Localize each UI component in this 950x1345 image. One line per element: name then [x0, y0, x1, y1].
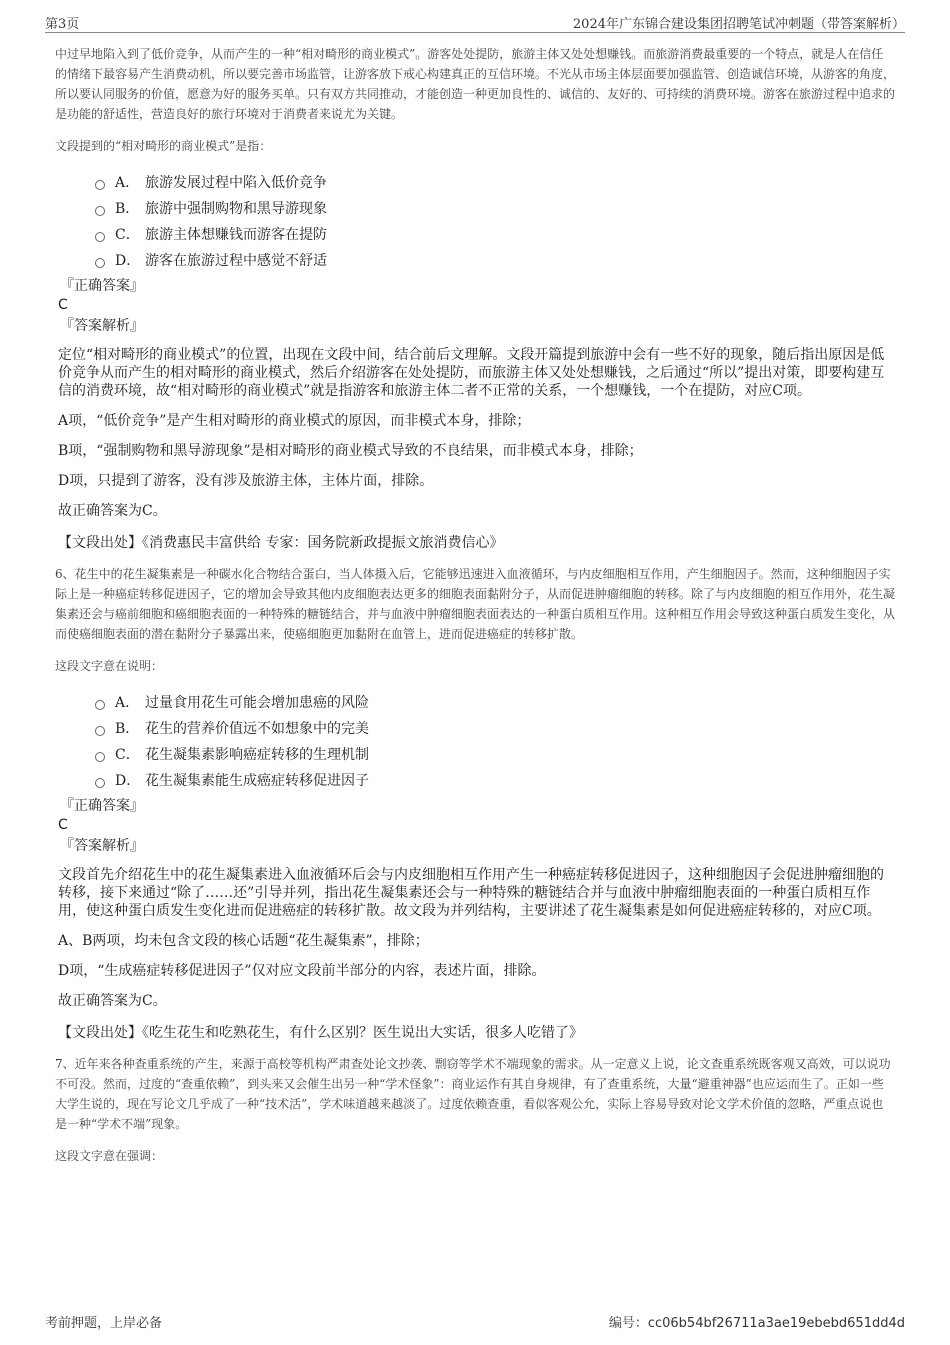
q5-analysis-label: 『答案解析』 [60, 318, 144, 334]
option-letter: A． [115, 175, 140, 191]
footer-code [609, 1312, 905, 1331]
radio-icon[interactable] [95, 258, 105, 268]
q5-option-d[interactable] [95, 248, 895, 274]
document-body [55, 40, 895, 1180]
q5-answer-label: 『正确答案』 [60, 278, 144, 294]
q5-analysis-conclusion: 故正确答案为C。 [58, 503, 167, 519]
q6-analysis-d: D项，“生成癌症转移促进因子”仅对应文段前半部分的内容，表述片面，排除。 [58, 963, 546, 979]
footer-slogan: 考前押题，上岸必备 [45, 1316, 163, 1331]
option-text: 花生的营养价值远不如想象中的完美 [145, 721, 369, 737]
q6-question: 这段文字意在说明： [55, 659, 164, 673]
q6-option-b[interactable] [95, 716, 895, 742]
option-letter: B． [115, 721, 140, 737]
option-letter: B． [115, 201, 140, 217]
q6-option-d[interactable] [95, 768, 895, 794]
option-text: 旅游中强制购物和黑导游现象 [145, 201, 327, 217]
q6-option-a[interactable] [95, 690, 895, 716]
q5-passage: 中过早地陷入到了低价竞争，从而产生的一种“相对畸形的商业模式”。游客处处提防，旅游主体又处处想赚钱。而旅游消费最重要的一个特点，就是人在信任的情绪下最容易产生消费动机，所以要完善市场监管，让游客放下戒心构建真正的互信环境。不光从市场主体层面要加强监管、创造诚信环境，从游客的角度，所以要认同服务的价值，愿意为好的服务买单。只有双方共同推动，才能创造一种更加良性的、诚信的、友好的、可持续的消费环境。游客在旅游过程中追求的是功能的舒适性，营造良好的旅行环境对于消费者来说尤为关键。 [55, 47, 896, 121]
q7-passage: 7、近年来各种查重系统的产生，来源于高校等机构严肃查处论文抄袭、剽窃等学术不端现象的需求。从一定意义上说，论文查重系统既客观又高效，可以说功不可没。然而，过度的“查重依赖”，到头来又会催生出另一种“学术怪象”：商业运作有其自身规律，有了查重系统，大量“避重神器”也应运而生了。正如一些大学生说的，现在写论文几乎成了一种“技术活”，学术味道越来越淡了。过度依赖查重，看似客观公允，实际上容易导致对论文学术价值的忽略，严重点说也是一种“学术不端”现象。 [55, 1057, 891, 1131]
option-letter: C． [115, 747, 140, 763]
q5-source: 【文段出处】《消费惠民丰富供给 专家：国务院新政提振文旅消费信心》 [58, 535, 504, 551]
q6-analysis-conclusion: 故正确答案为C。 [58, 993, 167, 1009]
q5-analysis-b: B项，“强制购物和黑导游现象”是相对畸形的商业模式导致的不良结果，而非模式本身，排除； [58, 443, 643, 459]
radio-icon[interactable] [95, 232, 105, 242]
option-text: 游客在旅游过程中感觉不舒适 [145, 253, 327, 269]
q5-options [95, 170, 895, 274]
option-text: 旅游发展过程中陷入低价竞争 [145, 175, 327, 191]
radio-icon[interactable] [95, 778, 105, 788]
q5-analysis-d: D项，只提到了游客，没有涉及旅游主体，主体片面，排除。 [58, 473, 434, 489]
option-text: 旅游主体想赚钱而游客在提防 [145, 227, 327, 243]
q5-analysis-a: A项，“低价竞争”是产生相对畸形的商业模式的原因，而非模式本身，排除； [58, 413, 531, 429]
q5-option-c[interactable] [95, 222, 895, 248]
q6-analysis-label: 『答案解析』 [60, 838, 144, 854]
q6-option-c[interactable] [95, 742, 895, 768]
radio-icon[interactable] [95, 206, 105, 216]
option-letter: D． [115, 773, 141, 789]
q6-passage: 6、花生中的花生凝集素是一种碳水化合物结合蛋白，当人体摄入后，它能够迅速进入血液循环，与内皮细胞相互作用，产生细胞因子。然而，这种细胞因子实际上是一种癌症转移促进因子，它的增加会导致其他内皮细胞表达更多的细胞表面黏附分子，从而促进肿瘤细胞的转移。除了与内皮细胞的相互作用外，花生凝集素还会与癌前细胞和癌细胞表面的一种特殊的糖链结合，并与血液中肿瘤细胞表面表达的一种蛋白质相互作用。这种相互作用会导致这种蛋白质发生变化，从而使癌细胞表面的潜在黏附分子暴露出来，使癌细胞更加黏附在血管上，进而促进癌症的转移扩散。 [55, 567, 896, 641]
q5-option-a[interactable] [95, 170, 895, 196]
q7-question: 这段文字意在强调： [55, 1149, 164, 1163]
document-title: 2024年广东锦合建设集团招聘笔试冲刺题（带答案解析） [572, 17, 905, 32]
option-text: 过量食用花生可能会增加患癌的风险 [145, 695, 369, 711]
q6-answer-label: 『正确答案』 [60, 798, 144, 814]
q5-analysis-main: 定位“相对畸形的商业模式”的位置，出现在文段中间，结合前后文理解。文段开篇提到旅游中会有一些不好的现象，随后指出原因是低价竞争从而产生的相对畸形的商业模式，然后介绍游客在处处提防，而旅游主体又处处想赚钱，之后通过“所以”提出对策，即要构建互信的消费环境，故“相对畸形的商业模式”就是指游客和旅游主体二者不正常的关系，一个想赚钱，一个在提防，对应C项。 [58, 347, 885, 399]
q6-analysis-main: 文段首先介绍花生中的花生凝集素进入血液循环后会与内皮细胞相互作用产生一种癌症转移促进因子，这种细胞因子会促进肿瘤细胞的转移，接下来通过“除了……还”引导并列，指出花生凝集素还会与一种特殊的糖链结合并与血液中肿瘤细胞表面的一种蛋白质相互作用，使这种蛋白质发生变化进而促进癌症的转移扩散。故文段为并列结构，主要讲述了花生凝集素是如何促进癌症转移的，对应C项。 [58, 867, 884, 919]
option-text: 花生凝集素影响癌症转移的生理机制 [145, 747, 369, 763]
radio-icon[interactable] [95, 180, 105, 190]
option-letter: C． [115, 227, 140, 243]
q6-source: 【文段出处】《吃生花生和吃熟花生，有什么区别？医生说出大实话，很多人吃错了》 [58, 1025, 583, 1041]
page-header [45, 10, 905, 33]
footer-code-value: cc06b54bf26711a3ae19ebebd651dd4d [647, 1316, 905, 1331]
q6-answer: C [58, 817, 68, 833]
q5-answer: C [58, 297, 68, 313]
q5-question: 文段提到的“相对畸形的商业模式”是指： [55, 139, 272, 153]
q5-option-b[interactable] [95, 196, 895, 222]
radio-icon[interactable] [95, 752, 105, 762]
option-text: 花生凝集素能生成癌症转移促进因子 [145, 773, 369, 789]
q6-analysis-ab: A、B两项，均未包含文段的核心话题“花生凝集素”，排除； [58, 933, 429, 949]
footer-code-label: 编号： [608, 1316, 648, 1331]
page-number: 第3页 [45, 17, 80, 32]
option-letter: D． [115, 253, 141, 269]
option-letter: A． [115, 695, 140, 711]
radio-icon[interactable] [95, 700, 105, 710]
radio-icon[interactable] [95, 726, 105, 736]
q6-options [95, 690, 895, 794]
